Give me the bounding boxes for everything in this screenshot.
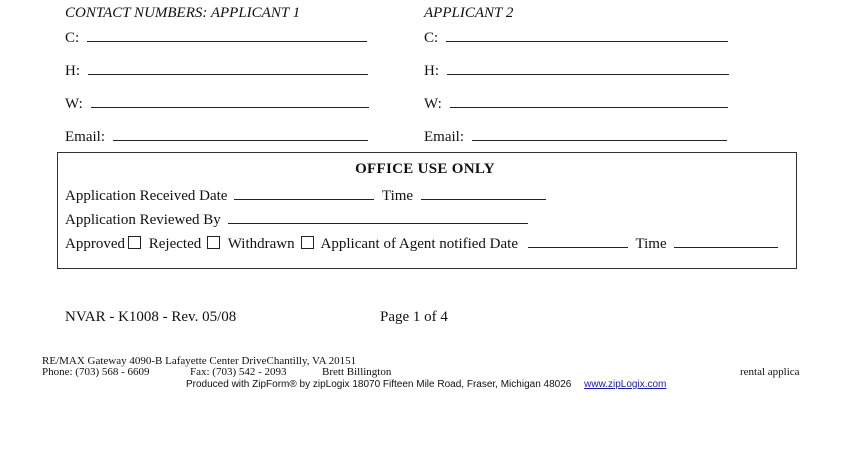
applicant2-home-field[interactable] bbox=[447, 61, 729, 75]
page-number: Page 1 of 4 bbox=[380, 309, 448, 325]
approved-checkbox[interactable] bbox=[128, 236, 141, 249]
reviewed-label: Application Reviewed By bbox=[65, 212, 221, 228]
email-label: Email: bbox=[424, 129, 464, 145]
applicant1-work-row bbox=[65, 94, 369, 113]
work-label: W: bbox=[424, 96, 442, 112]
notified-label: Applicant of Agent notified Date bbox=[320, 236, 518, 252]
applicant1-email-field[interactable] bbox=[113, 127, 368, 141]
home-label: H: bbox=[424, 63, 439, 79]
applicant2-email-field[interactable] bbox=[472, 127, 727, 141]
form-id: NVAR - K1008 - Rev. 05/08 bbox=[65, 309, 237, 325]
reviewed-row bbox=[65, 210, 528, 229]
notified-time-label: Time bbox=[635, 236, 667, 252]
applicant1-email-row bbox=[65, 127, 368, 146]
home-label: H: bbox=[65, 63, 80, 79]
applicant1-home-field[interactable] bbox=[88, 61, 368, 75]
brokerage-address: RE/MAX Gateway 4090-B Lafayette Center DriveChantilly, VA 20151 bbox=[42, 355, 357, 367]
applicant1-cell-field[interactable] bbox=[87, 28, 367, 42]
applicant1-heading: CONTACT NUMBERS: APPLICANT 1 bbox=[65, 5, 301, 21]
received-label: Application Received Date bbox=[65, 188, 228, 204]
received-row bbox=[65, 186, 546, 205]
cell-label: C: bbox=[424, 30, 439, 46]
brokerage-fax: Fax: (703) 542 - 2093 bbox=[190, 366, 287, 378]
notified-date-field[interactable] bbox=[528, 234, 628, 248]
document-name: rental applica bbox=[740, 366, 800, 378]
office-use-title: OFFICE USE ONLY bbox=[355, 161, 495, 177]
applicant2-heading: APPLICANT 2 bbox=[424, 5, 514, 21]
email-label: Email: bbox=[65, 129, 105, 145]
received-time-field[interactable] bbox=[421, 186, 546, 200]
status-row bbox=[65, 234, 778, 253]
applicant2-work-field[interactable] bbox=[450, 94, 728, 108]
withdrawn-label: Withdrawn bbox=[227, 236, 295, 252]
time-label: Time bbox=[381, 188, 414, 204]
applicant1-home-row bbox=[65, 61, 368, 80]
reviewed-by-field[interactable] bbox=[228, 210, 528, 224]
brokerage-phone: Phone: (703) 568 - 6609 bbox=[42, 366, 150, 378]
applicant2-cell-row bbox=[424, 28, 728, 47]
received-date-field[interactable] bbox=[234, 186, 374, 200]
withdrawn-checkbox[interactable] bbox=[301, 236, 314, 249]
applicant2-work-row bbox=[424, 94, 728, 113]
applicant2-email-row bbox=[424, 127, 727, 146]
notified-time-field[interactable] bbox=[674, 234, 778, 248]
applicant2-home-row bbox=[424, 61, 729, 80]
agent-name: Brett Billington bbox=[322, 366, 392, 378]
produced-text: Produced with ZipForm® by zipLogix 18070 Fifteen Mile Road, Fraser, Michigan 48026 bbox=[186, 379, 572, 390]
produced-with bbox=[186, 379, 666, 390]
cell-label: C: bbox=[65, 30, 80, 46]
work-label: W: bbox=[65, 96, 83, 112]
rejected-label: Rejected bbox=[148, 236, 202, 252]
applicant2-cell-field[interactable] bbox=[446, 28, 728, 42]
rejected-checkbox[interactable] bbox=[207, 236, 220, 249]
ziplogix-link[interactable]: www.zipLogix.com bbox=[584, 379, 667, 390]
applicant1-work-field[interactable] bbox=[91, 94, 369, 108]
applicant1-cell-row bbox=[65, 28, 367, 47]
approved-label: Approved bbox=[65, 236, 125, 252]
